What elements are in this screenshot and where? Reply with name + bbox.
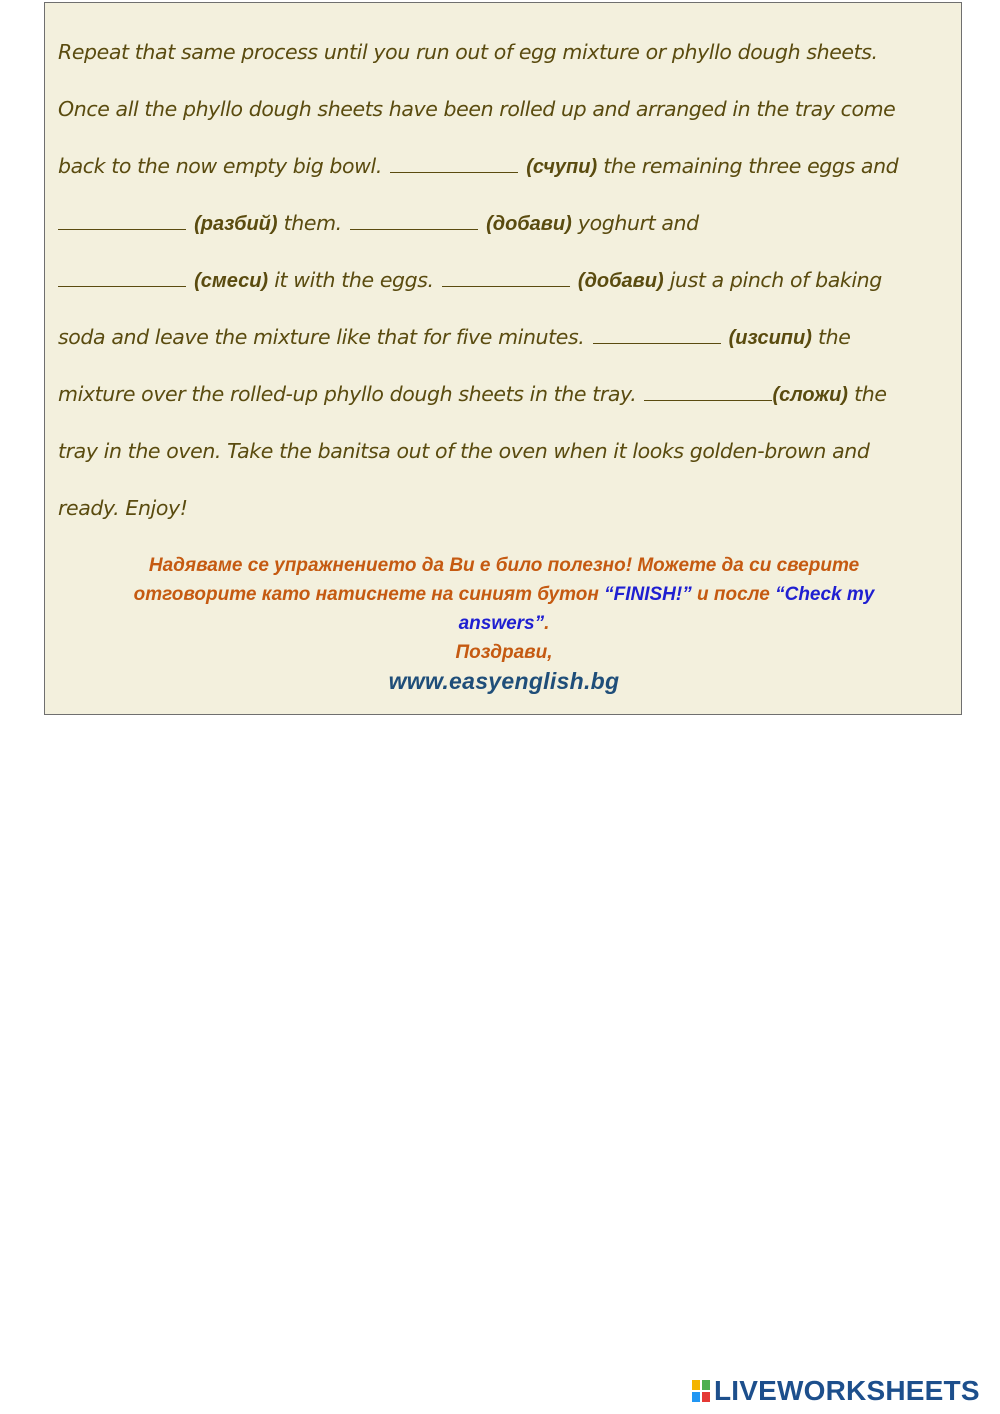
answer-blank-3[interactable] xyxy=(350,208,478,230)
sentence-text: soda and leave the mixture like that for five minutes. xyxy=(58,325,585,349)
text-line xyxy=(58,309,948,366)
text-line xyxy=(58,138,948,195)
answer-blank-4[interactable] xyxy=(58,265,186,287)
check-answers-label: answers” xyxy=(458,613,545,634)
text-line xyxy=(58,81,948,138)
note-text: и после xyxy=(697,584,770,605)
sentence-text: Once all the phyllo dough sheets have been rolled up and arranged in the tray come xyxy=(58,97,896,121)
logo-square xyxy=(692,1392,700,1402)
text-line xyxy=(58,24,948,81)
liveworksheets-brand[interactable] xyxy=(692,1376,980,1406)
verb-hint: (смеси) xyxy=(194,270,269,292)
sentence-text: it with the eggs. xyxy=(274,268,434,292)
sentence-text: the xyxy=(818,325,851,349)
logo-square xyxy=(702,1392,710,1402)
finish-label: “FINISH!” xyxy=(604,584,692,605)
verb-hint: (добави) xyxy=(486,213,572,235)
instruction-note xyxy=(45,551,963,667)
answer-blank-5[interactable] xyxy=(442,265,570,287)
answer-blank-6[interactable] xyxy=(593,322,721,344)
verb-hint: (счупи) xyxy=(526,156,598,178)
sentence-text: mixture over the rolled-up phyllo dough sheets in the tray. xyxy=(58,382,637,406)
note-line xyxy=(45,609,963,638)
check-answers-label: “Check my xyxy=(775,584,875,605)
verb-hint: (добави) xyxy=(577,270,664,292)
note-line xyxy=(45,580,963,609)
website-link[interactable]: www.easyenglish.bg xyxy=(388,668,620,694)
answer-blank-7[interactable] xyxy=(644,379,772,401)
answer-blank-1[interactable] xyxy=(390,151,518,173)
recipe-text xyxy=(58,24,948,537)
sentence-text: ready. Enjoy! xyxy=(58,496,188,520)
text-line xyxy=(58,252,948,309)
brand-name: LIVEWORKSHEETS xyxy=(714,1375,980,1406)
note-text: отговорите като натиснете на синият бутон xyxy=(133,584,599,605)
sentence-text: yoghurt and xyxy=(577,211,699,235)
sentence-text: them. xyxy=(283,211,342,235)
note-line: Надяваме се упражнението да Ви е било полезно! Можете да си сверите xyxy=(148,555,860,576)
text-line xyxy=(58,366,948,423)
sentence-text: Repeat that same process until you run out of egg mixture or phyllo dough sheets. xyxy=(58,40,878,64)
worksheet-panel xyxy=(44,2,962,715)
sentence-text: the remaining three eggs and xyxy=(603,154,899,178)
logo-square xyxy=(702,1380,710,1390)
answer-blank-2[interactable] xyxy=(58,208,186,230)
verb-hint: (изсипи) xyxy=(728,327,812,349)
sentence-text: just a pinch of baking xyxy=(669,268,882,292)
verb-hint: (сложи) xyxy=(772,384,848,406)
logo-square xyxy=(692,1380,700,1390)
verb-hint: (разбий) xyxy=(194,213,278,235)
sentence-text: the xyxy=(854,382,887,406)
liveworksheets-logo-icon xyxy=(692,1380,710,1402)
greeting-text: Поздрави, xyxy=(455,642,553,663)
note-text: . xyxy=(544,613,550,634)
text-line xyxy=(58,480,948,537)
sentence-text: back to the now empty big bowl. xyxy=(58,154,382,178)
sentence-text: tray in the oven. Take the banitsa out of the oven when it looks golden-brown and xyxy=(58,439,870,463)
text-line xyxy=(58,423,948,480)
text-line xyxy=(58,195,948,252)
